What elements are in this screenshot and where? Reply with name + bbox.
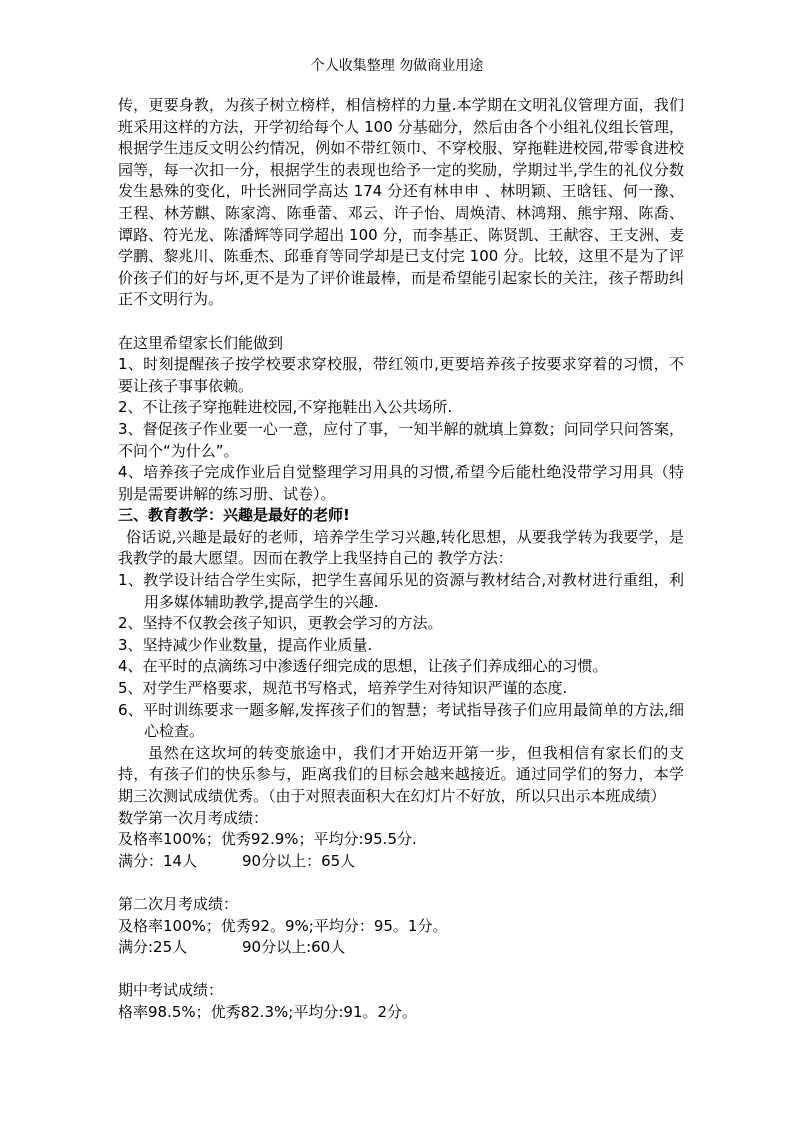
exam2-counts [118, 937, 684, 959]
exam2-rates: 及格率100%；优秀92。9%;平均分：95。1分。 [118, 916, 448, 935]
exam1-above90: 90分以上：65人 [242, 851, 356, 870]
exam1-title: 数学第一次月考成绩： [118, 808, 269, 827]
parents-item-3: 3、督促孩子作业要一心一意，应付了事，一知半解的就填上算数；问同学只问答案，不问个“为什么”。 [118, 419, 684, 460]
section3-title: 三、教育教学：兴趣是最好的老师! [118, 506, 350, 525]
method-item-1: 1、教学设计结合学生实际，把学生喜闻乐见的资源与教材结合,对教材进行重组，利用多媒体辅助教学,提高学生的兴趣. [118, 571, 684, 611]
method-item-4: 4、在平时的点滴练习中渗透仔细完成的思想，让孩子们养成细心的习惯。 [118, 657, 608, 676]
document-body [118, 95, 684, 1024]
paragraph-etiquette: 传，更要身教，为孩子树立榜样，相信榜样的力量.本学期在文明礼仪管理方面，我们班采用这样的方法，开学初给每个人 100 分基础分，然后由各个小组礼仪组长管理，根据学生违反文明公约情况，例如不带红领巾、不穿校服、穿拖鞋进校园,带零食进校园等，每一次扣一分，根据学生的表现也给予一定的奖励，学期过半,学生的礼仪分数发生悬殊的变化，叶长洲同学高达 174 分还有林申申 、林明颖、王晗钰、何一豫、王程、林芳麒、陈家湾、陈垂蕾、邓云、许子怡、周焕清、林鸿翔、熊宇翔、陈喬、谭路、符光龙、陈潘辉等同学超出 100 分，而李基正、陈贤凯、王献容、王支洲、麦学鹏、黎兆川、陈垂杰、邱垂育等同学却是已支付完 100 分。比较，这里不是为了评价孩子们的好与坏,更不是为了评价谁最棒，而是希望能引起家长的关注，孩子帮助纠正不文明行为。 [118, 96, 684, 309]
method-item-5: 5、对学生严格要求，规范书写格式，培养学生对待知识严谨的态度. [118, 679, 568, 698]
exam1-full: 满分：14人 [118, 851, 198, 870]
parents-item-4: 4、培养孩子完成作业后自觉整理学习用具的习惯,希望今后能杜绝没带学习用具（特别是需要讲解的练习册、试卷）。 [118, 463, 684, 503]
parents-item-2: 2、不让孩子穿拖鞋进校园,不穿拖鞋出入公共场所. [118, 398, 453, 417]
page-header: 个人收集整理 勿做商业用途 [310, 58, 484, 74]
closing-paragraph: 虽然在这坎坷的转变旅途中，我们才开始迈开第一步，但我相信有家长们的支持，有孩子们的快乐参与，距离我们的目标会越来越接近。通过同学们的努力，本学期三次测试成绩优秀。（由于对照表面积大在幻灯片不好放，所以只出示本班成绩） [118, 743, 684, 805]
exam2-title: 第二次月考成绩： [118, 894, 239, 913]
method-item-3: 3、坚持减少作业数量，提高作业质量. [118, 635, 373, 654]
parents-item-1: 1、时刻提醒孩子按学校要求穿校服，带红领巾,更要培养孩子按要求穿着的习惯，不要让孩子事事依赖。 [118, 355, 684, 395]
exam2-full: 满分:25人 [118, 938, 188, 957]
section3-intro: 俗话说,兴趣是最好的老师，培养学生学习兴趣,转化思想，从要我学转为我要学，是我教学的最大愿望。因而在教学上我坚持自己的 教学方法： [118, 527, 684, 568]
exam1-counts [118, 851, 684, 873]
method-item-2: 2、坚持不仅教会孩子知识，更教会学习的方法。 [118, 614, 443, 633]
exam2-above90: 90分以上:60人 [242, 938, 346, 957]
method-item-6: 6、平时训练要求一题多解,发挥孩子们的智慧；考试指导孩子们应用最简单的方法,细心检查。 [118, 700, 684, 741]
exam3-title: 期中考试成绩： [118, 981, 224, 1000]
parents-heading: 在这里希望家长们能做到 [118, 333, 284, 352]
exam3-rates: 格率98.5%；优秀82.3%;平均分:91。2分。 [118, 1002, 418, 1021]
exam1-rates: 及格率100%；优秀92.9%；平均分:95.5分. [118, 830, 417, 849]
